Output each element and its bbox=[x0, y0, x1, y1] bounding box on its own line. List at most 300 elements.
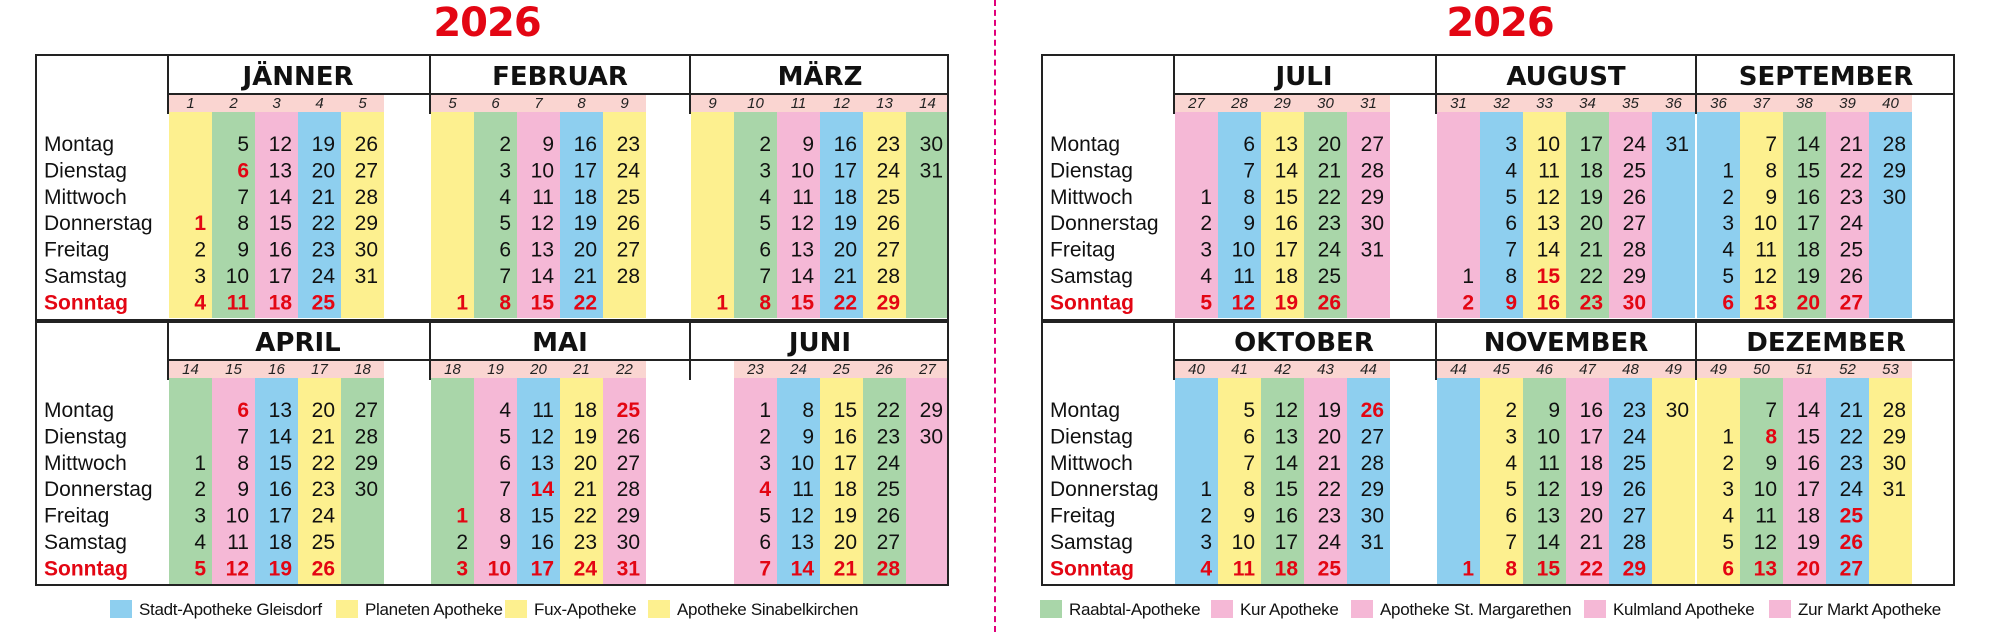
calendar-date: 27 bbox=[1622, 504, 1646, 528]
calendar-date: 21 bbox=[573, 478, 597, 502]
week-number: 40 bbox=[1882, 95, 1899, 112]
week-number: 39 bbox=[1839, 95, 1856, 112]
calendar-date: 2 bbox=[194, 478, 206, 502]
holiday-date: 6 bbox=[1722, 291, 1734, 315]
calendar-date: 5 bbox=[759, 212, 771, 236]
legend-item bbox=[505, 598, 636, 622]
calendar-date: 28 bbox=[1622, 238, 1646, 262]
calendar-date: 9 bbox=[802, 133, 814, 156]
holiday-date: 8 bbox=[759, 291, 771, 315]
calendar-date: 14 bbox=[1796, 133, 1820, 156]
calendar-date: 24 bbox=[1317, 238, 1341, 262]
calendar-date: 21 bbox=[311, 425, 335, 449]
calendar-date: 18 bbox=[268, 531, 292, 554]
calendar-date: 19 bbox=[833, 504, 857, 528]
calendar-date: 17 bbox=[268, 265, 292, 288]
week-number: 5 bbox=[448, 95, 457, 112]
calendar-date: 11 bbox=[1538, 159, 1560, 183]
week-number: 17 bbox=[311, 361, 328, 378]
calendar-date: 8 bbox=[1243, 478, 1255, 502]
weekday-label: Dienstag bbox=[44, 425, 127, 449]
holiday-date: 13 bbox=[1753, 557, 1777, 581]
holiday-date: 15 bbox=[1536, 265, 1560, 288]
calendar-grid-jan-jun bbox=[37, 56, 947, 584]
holiday-date: 7 bbox=[759, 557, 771, 581]
calendar-date: 13 bbox=[530, 238, 554, 262]
calendar-date: 29 bbox=[919, 399, 943, 422]
calendar-date: 9 bbox=[1243, 212, 1255, 236]
calendar-date: 30 bbox=[1882, 185, 1906, 209]
holiday-date: 16 bbox=[1536, 291, 1560, 315]
calendar-date: 3 bbox=[499, 159, 511, 183]
calendar-date: 10 bbox=[1536, 133, 1560, 156]
calendar-date: 26 bbox=[1622, 478, 1646, 502]
week-number: 23 bbox=[747, 361, 764, 378]
calendar-date: 28 bbox=[616, 478, 640, 502]
holiday-date: 1 bbox=[716, 291, 728, 315]
calendar-panel-jan-jun bbox=[35, 54, 949, 586]
calendar-date: 6 bbox=[1505, 212, 1517, 236]
week-number: 40 bbox=[1188, 361, 1205, 378]
calendar-date: 16 bbox=[1274, 212, 1298, 236]
week-number: 3 bbox=[272, 95, 281, 112]
week-number: 44 bbox=[1360, 361, 1377, 378]
calendar-date: 3 bbox=[1722, 478, 1734, 502]
week-number: 14 bbox=[919, 95, 936, 112]
legend-item bbox=[110, 598, 322, 622]
legend-swatch bbox=[1584, 600, 1606, 618]
month-name: MAI bbox=[532, 328, 588, 358]
calendar-date: 12 bbox=[1753, 265, 1777, 288]
calendar-date: 15 bbox=[833, 399, 857, 422]
calendar-date: 1 bbox=[759, 399, 771, 422]
calendar-date: 16 bbox=[573, 133, 597, 156]
calendar-date: 18 bbox=[573, 399, 597, 422]
legend-swatch bbox=[1040, 600, 1062, 618]
calendar-date: 14 bbox=[790, 265, 814, 288]
calendar-date: 15 bbox=[268, 451, 292, 475]
week-number: 31 bbox=[1450, 95, 1467, 112]
calendar-date: 4 bbox=[759, 185, 771, 209]
calendar-date: 19 bbox=[1317, 399, 1341, 422]
calendar-date: 23 bbox=[1839, 185, 1863, 209]
calendar-date: 29 bbox=[354, 212, 378, 236]
calendar-date: 20 bbox=[1317, 133, 1341, 156]
week-number: 34 bbox=[1579, 95, 1596, 112]
weekday-label: Mittwoch bbox=[44, 451, 127, 475]
calendar-date: 21 bbox=[1839, 133, 1863, 156]
legend-swatch bbox=[110, 600, 132, 618]
weekday-label: Dienstag bbox=[44, 159, 127, 183]
calendar-panel-jul-dec bbox=[1041, 54, 1955, 586]
week-number: 13 bbox=[876, 95, 893, 112]
holiday-date: 22 bbox=[833, 291, 857, 315]
week-number: 10 bbox=[747, 95, 764, 112]
calendar-date: 28 bbox=[1882, 133, 1906, 156]
weekday-label: Mittwoch bbox=[44, 185, 127, 209]
calendar-date: 6 bbox=[499, 451, 511, 475]
calendar-date: 28 bbox=[354, 185, 378, 209]
calendar-date: 14 bbox=[1274, 159, 1298, 183]
calendar-date: 23 bbox=[876, 133, 900, 156]
year-heading-left: 2026 bbox=[433, 0, 541, 46]
calendar-date: 26 bbox=[1622, 185, 1646, 209]
calendar-date: 11 bbox=[792, 478, 814, 502]
calendar-date: 7 bbox=[1243, 451, 1255, 475]
week-duty-band bbox=[1437, 378, 1480, 584]
calendar-date: 22 bbox=[311, 212, 335, 236]
calendar-date: 28 bbox=[1360, 159, 1384, 183]
calendar-date: 9 bbox=[1765, 185, 1777, 209]
calendar-date: 31 bbox=[1360, 531, 1384, 554]
weekday-label: Dienstag bbox=[1050, 425, 1133, 449]
calendar-date: 23 bbox=[1317, 212, 1341, 236]
calendar-date: 24 bbox=[876, 159, 900, 183]
calendar-date: 20 bbox=[833, 531, 857, 554]
calendar-date: 18 bbox=[1579, 159, 1603, 183]
week-number: 51 bbox=[1796, 361, 1813, 378]
holiday-date: 1 bbox=[194, 212, 206, 236]
calendar-date: 21 bbox=[1579, 531, 1603, 554]
calendar-date: 19 bbox=[573, 212, 597, 236]
calendar-date: 15 bbox=[1796, 425, 1820, 449]
calendar-date: 27 bbox=[616, 238, 640, 262]
month-name: OKTOBER bbox=[1234, 328, 1374, 358]
week-number: 2 bbox=[229, 95, 238, 112]
week-number: 27 bbox=[919, 361, 936, 378]
calendar-date: 3 bbox=[1505, 425, 1517, 449]
calendar-date: 10 bbox=[790, 159, 814, 183]
calendar-date: 13 bbox=[790, 531, 814, 554]
week-number: 19 bbox=[487, 361, 504, 378]
calendar-date: 25 bbox=[1622, 451, 1646, 475]
month-name: AUGUST bbox=[1506, 62, 1626, 92]
calendar-date: 21 bbox=[1317, 451, 1341, 475]
calendar-date: 26 bbox=[616, 212, 640, 236]
calendar-date: 8 bbox=[1243, 185, 1255, 209]
calendar-date: 17 bbox=[833, 159, 857, 183]
calendar-date: 24 bbox=[311, 504, 335, 528]
week-number: 9 bbox=[620, 95, 629, 112]
calendar-date: 17 bbox=[1796, 212, 1820, 236]
calendar-date: 1 bbox=[1200, 185, 1212, 209]
month-name: JULI bbox=[1275, 62, 1333, 92]
calendar-date: 20 bbox=[833, 238, 857, 262]
week-number: 37 bbox=[1753, 95, 1770, 112]
week-number: 36 bbox=[1710, 95, 1727, 112]
calendar-date: 17 bbox=[1579, 425, 1603, 449]
calendar-date: 13 bbox=[1274, 133, 1298, 156]
week-number: 4 bbox=[315, 95, 324, 112]
holiday-date: 27 bbox=[1839, 291, 1863, 315]
calendar-date: 23 bbox=[1839, 451, 1863, 475]
week-number: 30 bbox=[1317, 95, 1334, 112]
weekday-label: Freitag bbox=[1050, 238, 1116, 262]
calendar-date: 28 bbox=[354, 425, 378, 449]
calendar-date: 27 bbox=[876, 238, 900, 262]
calendar-date: 11 bbox=[1233, 265, 1255, 288]
holiday-date: 15 bbox=[1536, 557, 1560, 581]
calendar-date: 2 bbox=[759, 425, 771, 449]
calendar-date: 30 bbox=[1360, 504, 1384, 528]
calendar-date: 6 bbox=[1505, 504, 1517, 528]
weekday-label: Montag bbox=[44, 133, 115, 156]
calendar-date: 16 bbox=[268, 478, 292, 502]
calendar-date: 3 bbox=[1200, 531, 1212, 554]
holiday-date: 26 bbox=[1839, 531, 1863, 554]
weekday-label: Dienstag bbox=[1050, 159, 1133, 183]
calendar-date: 13 bbox=[530, 451, 554, 475]
calendar-date: 22 bbox=[1317, 185, 1341, 209]
legend-label: Raabtal-Apotheke bbox=[1069, 600, 1201, 619]
weekday-label: Mittwoch bbox=[1050, 451, 1133, 475]
weekday-label-sunday: Sonntag bbox=[44, 557, 128, 581]
calendar-date: 3 bbox=[1200, 238, 1212, 262]
calendar-date: 10 bbox=[1753, 212, 1777, 236]
calendar-date: 6 bbox=[759, 238, 771, 262]
calendar-date: 18 bbox=[1274, 265, 1298, 288]
holiday-date: 22 bbox=[1579, 557, 1603, 581]
calendar-date: 15 bbox=[1796, 159, 1820, 183]
calendar-date: 12 bbox=[790, 504, 814, 528]
holiday-date: 25 bbox=[311, 291, 335, 315]
holiday-date: 20 bbox=[1796, 291, 1820, 315]
holiday-date: 8 bbox=[1765, 425, 1777, 449]
calendar-date: 30 bbox=[919, 133, 943, 156]
week-number: 38 bbox=[1796, 95, 1813, 112]
weekday-label: Mittwoch bbox=[1050, 185, 1133, 209]
holiday-date: 18 bbox=[268, 291, 292, 315]
week-number: 32 bbox=[1493, 95, 1510, 112]
week-number: 26 bbox=[876, 361, 893, 378]
calendar-date: 25 bbox=[311, 531, 335, 554]
calendar-date: 6 bbox=[1243, 133, 1255, 156]
week-number: 15 bbox=[225, 361, 242, 378]
calendar-date: 29 bbox=[354, 451, 378, 475]
calendar-date: 11 bbox=[792, 185, 814, 209]
week-number: 18 bbox=[354, 361, 371, 378]
calendar-date: 18 bbox=[1796, 238, 1820, 262]
holiday-date: 20 bbox=[1796, 557, 1820, 581]
calendar-date: 6 bbox=[499, 238, 511, 262]
calendar-date: 17 bbox=[573, 159, 597, 183]
calendar-date: 11 bbox=[1755, 504, 1777, 528]
calendar-date: 18 bbox=[573, 185, 597, 209]
calendar-date: 20 bbox=[311, 399, 335, 422]
calendar-date: 1 bbox=[194, 451, 206, 475]
legend-swatch bbox=[648, 600, 670, 618]
calendar-date: 5 bbox=[237, 133, 249, 156]
calendar-date: 3 bbox=[1722, 212, 1734, 236]
calendar-date: 9 bbox=[1765, 451, 1777, 475]
calendar-date: 21 bbox=[1579, 238, 1603, 262]
calendar-date: 5 bbox=[1722, 265, 1734, 288]
holiday-date: 28 bbox=[876, 557, 900, 581]
calendar-date: 27 bbox=[354, 399, 378, 422]
calendar-date: 5 bbox=[1722, 531, 1734, 554]
weekday-label: Donnerstag bbox=[1050, 212, 1159, 236]
holiday-date: 15 bbox=[790, 291, 814, 315]
week-number: 41 bbox=[1231, 361, 1248, 378]
calendar-date: 22 bbox=[1839, 159, 1863, 183]
holiday-date: 4 bbox=[1200, 557, 1212, 581]
calendar-date: 16 bbox=[530, 531, 554, 554]
year-heading-right: 2026 bbox=[1446, 0, 1554, 46]
weekday-label: Freitag bbox=[1050, 504, 1116, 528]
calendar-date: 2 bbox=[1722, 451, 1734, 475]
calendar-date: 19 bbox=[311, 133, 335, 156]
calendar-date: 4 bbox=[1505, 159, 1517, 183]
legend-swatch bbox=[1769, 600, 1791, 618]
week-number: 12 bbox=[833, 95, 850, 112]
calendar-date: 7 bbox=[1765, 399, 1777, 422]
holiday-date: 8 bbox=[1505, 557, 1517, 581]
calendar-date: 25 bbox=[1839, 238, 1863, 262]
calendar-date: 22 bbox=[876, 399, 900, 422]
week-number: 43 bbox=[1317, 361, 1334, 378]
holiday-date: 25 bbox=[1317, 557, 1341, 581]
calendar-date: 4 bbox=[499, 185, 511, 209]
month-name: FEBRUAR bbox=[492, 62, 628, 92]
calendar-date: 9 bbox=[1548, 399, 1560, 422]
calendar-date: 24 bbox=[1317, 531, 1341, 554]
calendar-date: 3 bbox=[759, 159, 771, 183]
calendar-date: 16 bbox=[1579, 399, 1603, 422]
week-number: 36 bbox=[1665, 95, 1682, 112]
calendar-date: 10 bbox=[1231, 238, 1255, 262]
calendar-date: 11 bbox=[532, 185, 554, 209]
holiday-date: 9 bbox=[1505, 291, 1517, 315]
legend-label: Kur Apotheke bbox=[1240, 600, 1339, 619]
calendar-date: 23 bbox=[311, 238, 335, 262]
calendar-date: 17 bbox=[1796, 478, 1820, 502]
calendar-date: 24 bbox=[311, 265, 335, 288]
calendar-date: 20 bbox=[573, 238, 597, 262]
legend-item bbox=[1769, 598, 1941, 622]
weekday-label: Samstag bbox=[44, 265, 127, 288]
calendar-date: 24 bbox=[1622, 425, 1646, 449]
calendar-date: 8 bbox=[1505, 265, 1517, 288]
calendar-date: 13 bbox=[1274, 425, 1298, 449]
calendar-date: 18 bbox=[833, 478, 857, 502]
calendar-date: 16 bbox=[268, 238, 292, 262]
weekday-label: Donnerstag bbox=[1050, 478, 1159, 502]
week-number: 6 bbox=[491, 95, 500, 112]
weekday-label: Donnerstag bbox=[44, 212, 153, 236]
week-number: 49 bbox=[1665, 361, 1682, 378]
calendar-date: 10 bbox=[225, 265, 249, 288]
calendar-date: 13 bbox=[790, 238, 814, 262]
calendar-date: 5 bbox=[1243, 399, 1255, 422]
calendar-date: 14 bbox=[1536, 238, 1560, 262]
week-number: 5 bbox=[358, 95, 367, 112]
holiday-date: 13 bbox=[1753, 291, 1777, 315]
calendar-date: 26 bbox=[616, 425, 640, 449]
calendar-date: 7 bbox=[1243, 159, 1255, 183]
month-name: DEZEMBER bbox=[1746, 328, 1906, 358]
calendar-date: 19 bbox=[1579, 185, 1603, 209]
holiday-date: 11 bbox=[1232, 557, 1255, 581]
calendar-date: 4 bbox=[1505, 451, 1517, 475]
calendar-date: 7 bbox=[237, 185, 249, 209]
calendar-date: 25 bbox=[1317, 265, 1341, 288]
calendar-date: 14 bbox=[268, 425, 292, 449]
legend-swatch bbox=[505, 600, 527, 618]
week-number: 29 bbox=[1274, 95, 1291, 112]
calendar-date: 7 bbox=[1765, 133, 1777, 156]
calendar-date: 12 bbox=[1536, 478, 1560, 502]
holiday-date: 14 bbox=[530, 478, 554, 502]
calendar-date: 22 bbox=[1839, 425, 1863, 449]
week-number: 31 bbox=[1360, 95, 1377, 112]
calendar-date: 23 bbox=[1317, 504, 1341, 528]
calendar-date: 2 bbox=[1200, 212, 1212, 236]
holiday-date: 15 bbox=[530, 291, 554, 315]
calendar-date: 27 bbox=[1360, 425, 1384, 449]
calendar-date: 1 bbox=[1200, 478, 1212, 502]
calendar-date: 9 bbox=[499, 531, 511, 554]
month-name: JÄNNER bbox=[242, 62, 354, 92]
weekday-label: Samstag bbox=[1050, 265, 1133, 288]
month-name: SEPTEMBER bbox=[1738, 62, 1914, 92]
calendar-date: 31 bbox=[354, 265, 378, 288]
holiday-date: 24 bbox=[573, 557, 597, 581]
calendar-date: 19 bbox=[833, 212, 857, 236]
holiday-date: 12 bbox=[1231, 291, 1255, 315]
holiday-date: 4 bbox=[759, 478, 771, 502]
holiday-date: 25 bbox=[616, 399, 640, 422]
week-number: 52 bbox=[1839, 361, 1856, 378]
calendar-date: 21 bbox=[311, 185, 335, 209]
weekday-label: Montag bbox=[44, 399, 115, 422]
week-number: 1 bbox=[186, 95, 195, 112]
calendar-date: 13 bbox=[268, 399, 292, 422]
calendar-date: 19 bbox=[573, 425, 597, 449]
calendar-date: 9 bbox=[802, 425, 814, 449]
holiday-date: 1 bbox=[456, 291, 468, 315]
calendar-date: 7 bbox=[1505, 238, 1517, 262]
weekday-label-sunday: Sonntag bbox=[1050, 291, 1134, 315]
calendar-date: 14 bbox=[1536, 531, 1560, 554]
legend-label: Stadt-Apotheke Gleisdorf bbox=[139, 600, 322, 619]
calendar-date: 24 bbox=[1839, 212, 1863, 236]
week-number: 9 bbox=[708, 95, 717, 112]
month-name: JUNI bbox=[788, 328, 852, 358]
week-number: 53 bbox=[1882, 361, 1899, 378]
calendar-date: 12 bbox=[530, 212, 554, 236]
calendar-date: 3 bbox=[194, 265, 206, 288]
calendar-date: 20 bbox=[1317, 425, 1341, 449]
calendar-date: 6 bbox=[759, 531, 771, 554]
calendar-date: 17 bbox=[833, 451, 857, 475]
calendar-date: 21 bbox=[1839, 399, 1863, 422]
calendar-date: 10 bbox=[1231, 531, 1255, 554]
legend-label: Zur Markt Apotheke bbox=[1798, 600, 1941, 619]
weekday-label-sunday: Sonntag bbox=[1050, 557, 1134, 581]
legend-right bbox=[1040, 598, 1980, 622]
week-duty-band bbox=[691, 112, 734, 318]
calendar-date: 31 bbox=[1665, 133, 1689, 156]
holiday-date: 26 bbox=[1317, 291, 1341, 315]
holiday-date: 8 bbox=[499, 291, 511, 315]
week-number: 50 bbox=[1753, 361, 1770, 378]
calendar-date: 27 bbox=[616, 451, 640, 475]
month-name: MÄRZ bbox=[777, 62, 863, 92]
calendar-date: 4 bbox=[194, 531, 206, 554]
calendar-date: 8 bbox=[499, 504, 511, 528]
calendar-date: 31 bbox=[1882, 478, 1906, 502]
week-number: 8 bbox=[577, 95, 586, 112]
